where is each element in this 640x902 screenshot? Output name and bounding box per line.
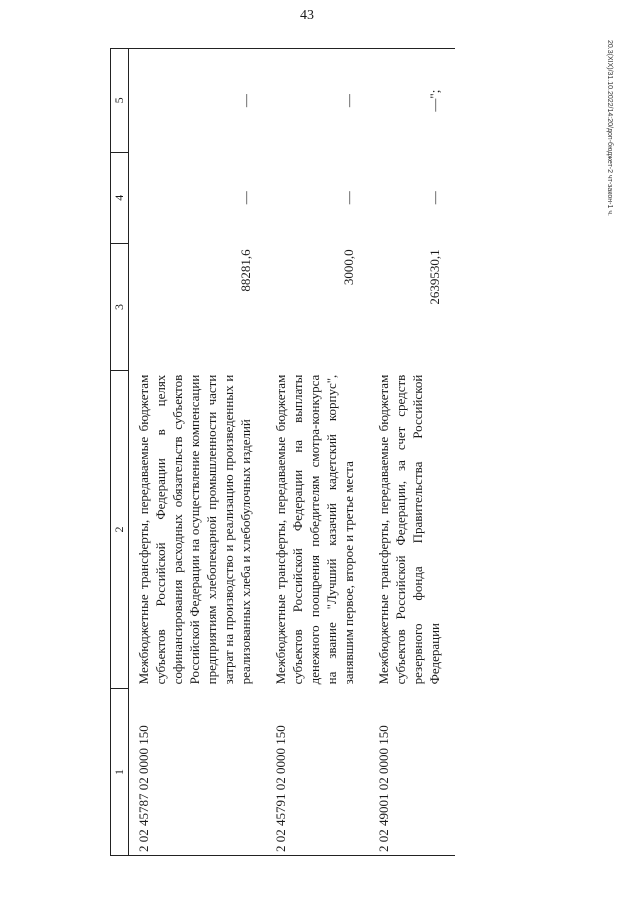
row-value-col5: —: [129, 49, 267, 153]
table-container: [110, 48, 442, 856]
header-col-3: 3: [111, 243, 129, 370]
row-code: 2 02 45791 02 0000 150: [266, 688, 369, 855]
row-value-col3: 3000,0: [341, 249, 356, 286]
row-value-col3: 88281,6: [238, 249, 253, 292]
row-value-col5: —";: [369, 49, 455, 153]
row-value-col5: —: [266, 49, 369, 153]
row-code: 2 02 45787 02 0000 150: [129, 688, 267, 855]
header-col-1: 1: [111, 688, 129, 855]
page-number: 43: [300, 8, 314, 23]
row-value-col4: —: [427, 191, 442, 205]
row-code: 2 02 49001 02 0000 150: [369, 688, 455, 855]
table-row: [369, 49, 455, 856]
row-value-col4: —: [238, 191, 253, 205]
header-col-2: 2: [111, 371, 129, 689]
footer-code: 20.3(XIX)/31.10.2022/14:20/доп-бюджет-2 чт-закон-1 ч.: [606, 40, 613, 216]
row-name: Межбюджетные трансферты, передаваемые бюджетам субъектов Российской Федерации на выплаты денежного поощрения победителям смотра-конкурса на звание "Лучший казачий кадетский корпус", занявшим первое, второе и третье места: [273, 374, 356, 685]
rotated-table-frame: [110, 48, 442, 856]
table-row: [129, 49, 267, 856]
budget-table: [110, 48, 455, 856]
row-value-col3: 2639530,1: [427, 249, 442, 305]
row-value-col4: —: [341, 191, 356, 205]
header-col-5: 5: [111, 49, 129, 153]
header-row: [111, 49, 129, 856]
table-row: [266, 49, 369, 856]
row-name: Межбюджетные трансферты, передаваемые бюджетам субъектов Российской Федерации в целях софинансирования расходных обязательств субъектов Российской Федерации на осуществление компенсации предприятиям хлебопекарной промышленности части затрат на производство и реализацию произведенных и реализованных хлеба и хлебобулочных изделий: [136, 374, 253, 685]
row-name: Межбюджетные трансферты, передаваемые бюджетам субъектов Российской Федерации, за счет средств резервного фонда Правительства Российской Федерации: [376, 374, 442, 685]
header-col-4: 4: [111, 152, 129, 243]
